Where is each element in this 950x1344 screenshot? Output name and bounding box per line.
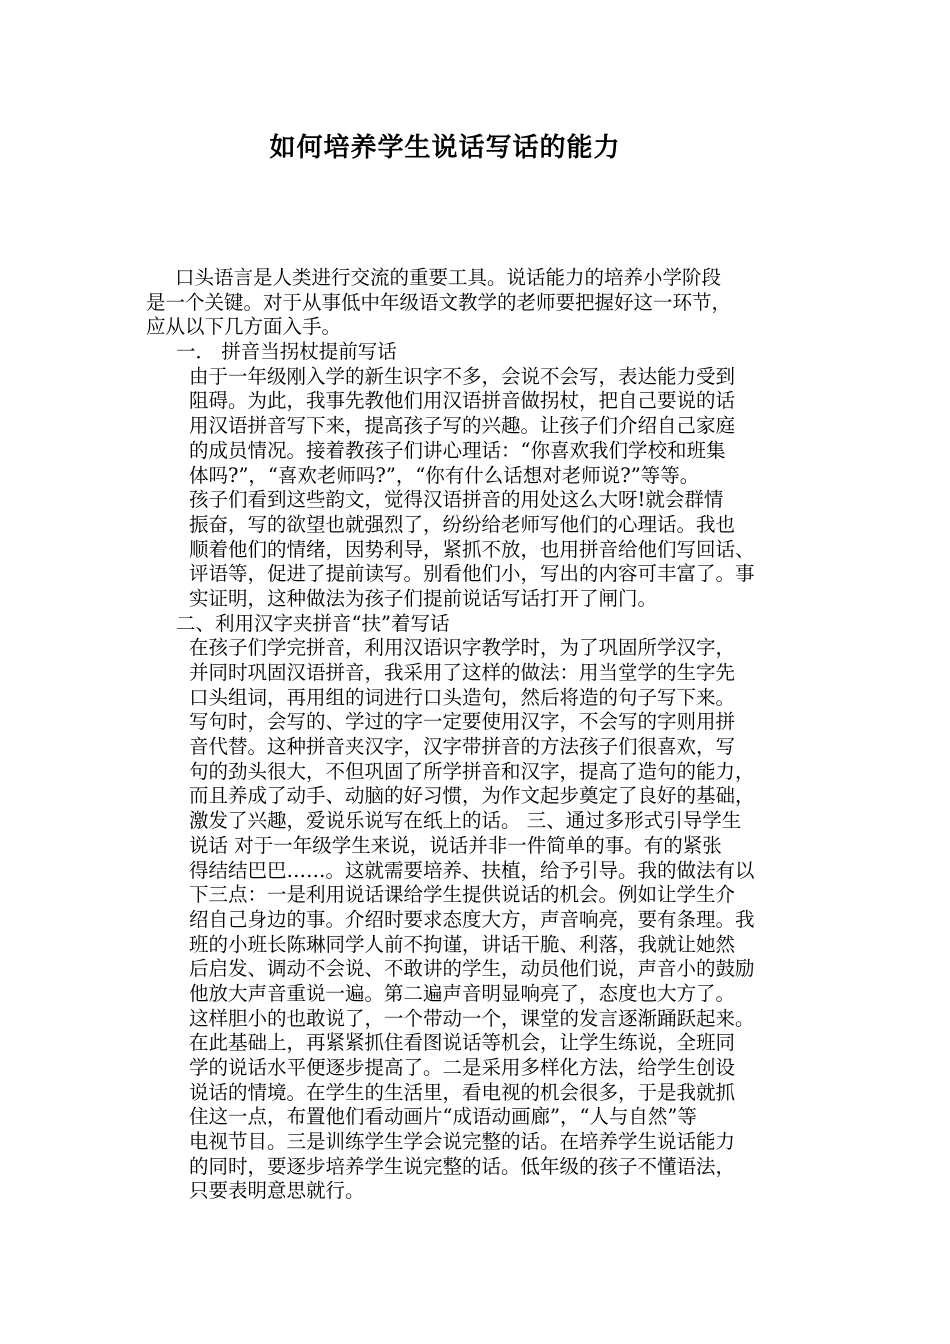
paragraph-line: 而且养成了动手、动脑的好习惯，为作文起步奠定了良好的基础， [189,784,755,808]
section-2-paragraph [189,636,819,1204]
paragraph-line: 振奋，写的欲望也就强烈了，纷纷给老师写他们的心理话。我也 [189,512,736,536]
paragraph-line: 写句时，会写的、学过的字一定要使用汉字，不会写的字则用拼 [189,710,736,734]
intro-line: 是一个关键。对于从事低中年级语文教学的老师要把握好这一环节， [146,290,732,314]
paragraph-line: 体吗?”，“喜欢老师吗?”，“你有什么话想对老师说?”等等。 [189,463,700,487]
paragraph-line: 口头组词，再用组的词进行口头造句，然后将造的句子写下来。 [189,685,736,709]
paragraph-line: 由于一年级刚入学的新生识字不多，会说不会写，表达能力受到 [189,364,736,388]
paragraph-line: 只要表明意思就行。 [189,1179,365,1203]
paragraph-line: 得结结巴巴……。这就需要培养、扶植，给予引导。我的做法有以 [189,858,755,882]
section-1-paragraph [189,365,819,612]
paragraph-line: 的同时，要逐步培养学生说完整的话。低年级的孩子不懂语法， [189,1154,736,1178]
paragraph-line: 激发了兴趣，爱说乐说写在纸上的话。 三、通过多形式引导学生 [189,809,742,833]
paragraph-line: 的成员情况。接着教孩子们讲心理话：“你喜欢我们学校和班集 [189,438,726,462]
paragraph-line: 他放大声音重说一遍。第二遍声音明显响亮了，态度也大方了。 [189,981,736,1005]
intro-paragraph [146,266,808,340]
paragraph-line: 孩子们看到这些韵文，觉得汉语拼音的用处这么大呀!就会群情 [189,488,724,512]
intro-line: 应从以下几方面入手。 [146,315,342,339]
paragraph-line: 后启发、调动不会说、不敢讲的学生，动员他们说，声音小的鼓励 [189,957,755,981]
document-title: 如何培养学生说话写话的能力 [269,133,621,163]
paragraph-line: 班的小班长陈琳同学人前不拘谨，讲话干脆、利落，我就让她然 [189,932,736,956]
paragraph-line: 实证明，这种做法为孩子们提前说话写话打开了闸门。 [189,586,658,610]
paragraph-line: 并同时巩固汉语拼音，我采用了这样的做法：用当堂学的生字先 [189,661,736,684]
paragraph-line: 在孩子们学完拼音，利用汉语识字教学时，为了巩固所学汉字， [189,636,736,660]
paragraph-line: 在此基础上，再紧紧抓住看图说话等机会，让学生练说，全班同 [189,1031,736,1055]
paragraph-line: 学的说话水平便逐步提高了。二是采用多样化方法，给学生创设 [189,1056,736,1079]
paragraph-line: 电视节目。三是训练学生学会说完整的话。在培养学生说话能力 [189,1130,736,1154]
paragraph-line: 用汉语拼音写下来，提高孩子写的兴趣。让孩子们介绍自己家庭 [189,414,736,438]
paragraph-line: 说话 对于一年级学生来说，说话并非一件简单的事。有的紧张 [189,833,722,857]
paragraph-line: 住这一点，布置他们看动画片“成语动画廊”，“人与自然”等 [189,1105,697,1129]
paragraph-line: 绍自己身边的事。介绍时要求态度大方，声音响亮，要有条理。我 [189,907,755,931]
paragraph-line: 音代替。这种拼音夹汉字，汉字带拼音的方法孩子们很喜欢，写 [189,735,736,759]
paragraph-line: 评语等，促进了提前读写。别看他们小，写出的内容可丰富了。事 [189,562,755,586]
section-heading-1: 一． 拼音当拐杖提前写话 [176,340,397,364]
paragraph-line: 下三点：一是利用说话课给学生提供说话的机会。例如让学生介 [189,883,736,907]
paragraph-line: 句的劲头很大，不但巩固了所学拼音和汉字，提高了造句的能力， [189,759,755,783]
paragraph-line: 阻碍。为此，我事先教他们用汉语拼音做拐杖，把自己要说的话 [189,389,736,413]
document-body [0,266,950,1204]
paragraph-line: 说话的情境。在学生的生活里，看电视的机会很多，于是我就抓 [189,1080,736,1104]
intro-line: 口头语言是人类进行交流的重要工具。说话能力的培养小学阶段 [175,266,722,289]
paragraph-line: 顺着他们的情绪，因势利导，紧抓不放，也用拼音给他们写回话、 [189,537,755,561]
paragraph-line: 这样胆小的也敢说了，一个带动一个，课堂的发言逐渐踊跃起来。 [189,1006,755,1030]
section-heading-2: 二、利用汉字夹拼音“扶”着写话 [176,611,450,635]
